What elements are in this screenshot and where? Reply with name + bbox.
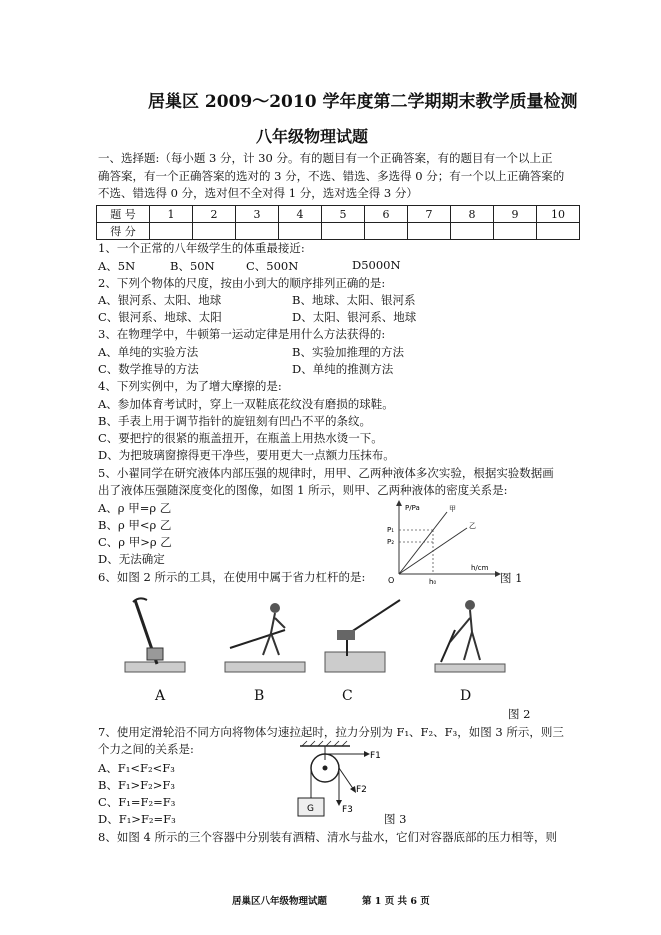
q4-option-c: C、要把拧的很紧的瓶盖扭开，在瓶盖上用热水烫一下。: [98, 431, 383, 445]
q8-stem: 8、如图 4 所示的三个容器中分别装有酒精、清水与盐水，它们对容器底部的压力相等，则: [98, 830, 557, 844]
tool-a-label: A: [155, 688, 166, 704]
figure-2-tools: [115, 590, 535, 690]
row-label-number: 题 号: [97, 206, 150, 223]
score-table: [96, 205, 580, 240]
q7-option-c: C、F₁=F₂=F₃: [98, 795, 176, 809]
q5-stem-line2: 出了液体压强随深度变化的图像，如图 1 所示，则甲、乙两种液体的密度关系是:: [98, 483, 508, 497]
table-row: [97, 206, 580, 223]
q2-option-c: C、银河系、地球、太阳: [98, 310, 222, 324]
footer-page: 第 1 页 共 6 页: [362, 896, 430, 907]
load-label: G: [307, 804, 314, 814]
y-axis-arrow-icon: [396, 500, 402, 506]
score-cell[interactable]: [451, 223, 494, 240]
q3-option-a: A、单纯的实验方法: [98, 345, 199, 359]
q5-option-c: C、ρ 甲>ρ 乙: [98, 535, 172, 549]
q3-option-c: C、数学推导的方法: [98, 362, 199, 376]
score-cell[interactable]: [236, 223, 279, 240]
q7-option-d: D、F₁>F₂=F₃: [98, 812, 176, 826]
table-cell: 7: [408, 206, 451, 223]
section-intro-line3: 不选、错选得 0 分，选对但不全对得 1 分，选对选全得 3 分）: [98, 186, 418, 200]
q1-option-a: A、5N: [98, 259, 136, 273]
table-cell: 10: [537, 206, 580, 223]
score-cell[interactable]: [537, 223, 580, 240]
table-cell: 3: [236, 206, 279, 223]
table-row: [97, 223, 580, 240]
tool-d-label: D: [460, 688, 472, 704]
table-cell: 9: [494, 206, 537, 223]
q3-stem: 3、在物理学中，牛顿第一运动定律是用什么方法获得的:: [98, 327, 386, 341]
figure-3-pulley: [290, 740, 400, 820]
q4-option-d: D、为把玻璃窗擦得更干净些，要用更大一点额力压抹布。: [98, 448, 395, 462]
tool-d-illustration: [435, 600, 505, 672]
q3-option-d: D、单纯的推测方法: [292, 362, 394, 376]
q2-option-b: B、地球、太阳、银河系: [292, 293, 416, 307]
origin-label: O: [388, 576, 395, 585]
q2-option-d: D、太阳、银河系、地球: [292, 310, 417, 324]
row-label-score: 得 分: [97, 223, 150, 240]
x-axis-label: h/cm: [471, 564, 489, 572]
q7-option-a: A、F₁<F₂<F₃: [98, 761, 175, 775]
q5-option-a: A、ρ 甲=ρ 乙: [98, 501, 172, 515]
q7-option-b: B、F₁>F₂>F₃: [98, 778, 175, 792]
p2-label: P₂: [387, 538, 395, 546]
figure-1-label: 图 1: [500, 571, 523, 585]
q2-option-a: A、银河系、太阳、地球: [98, 293, 222, 307]
table-cell: 5: [322, 206, 365, 223]
table-cell: 4: [279, 206, 322, 223]
score-cell[interactable]: [408, 223, 451, 240]
table-cell: 8: [451, 206, 494, 223]
tool-b-illustration: [225, 603, 305, 672]
figure-2-label: 图 2: [508, 707, 531, 721]
table-cell: 2: [193, 206, 236, 223]
score-cell[interactable]: [494, 223, 537, 240]
line-jia-label: 甲: [449, 505, 456, 513]
q1-option-d: D5000N: [352, 258, 401, 272]
page-subtitle: 八年级物理试题: [256, 127, 369, 146]
q5-option-d: D、无法确定: [98, 552, 165, 566]
q1-option-b: B、50N: [170, 259, 215, 273]
q1-option-c: C、500N: [246, 259, 299, 273]
tool-b-label: B: [254, 688, 265, 704]
section-intro-line1: 一、选择题:（每小题 3 分，计 30 分。有的题目有一个正确答案，有的题目有一个以上正: [98, 151, 553, 165]
q4-option-a: A、参加体育考试时，穿上一双鞋底花纹没有磨损的球鞋。: [98, 397, 394, 411]
tool-c-illustration: [325, 600, 400, 672]
line-jia: [399, 512, 447, 574]
rope-f2: [339, 768, 354, 790]
score-cell[interactable]: [322, 223, 365, 240]
q3-option-b: B、实验加推理的方法: [292, 345, 404, 359]
q7-stem-line2: 个力之间的关系是:: [98, 742, 194, 756]
score-cell[interactable]: [193, 223, 236, 240]
q7-stem-line1: 7、使用定滑轮沿不同方向将物体匀速拉起时，拉力分别为 F₁、F₂、F₃，如图 3 所示，则三: [98, 725, 564, 739]
line-yi-label: 乙: [469, 522, 476, 530]
h0-label: h₀: [429, 578, 437, 586]
q2-stem: 2、下列个物体的尺度，按由小到大的顺序排列正确的是:: [98, 276, 386, 290]
q5-option-b: B、ρ 甲<ρ 乙: [98, 518, 172, 532]
figure-1-graph: [385, 498, 505, 588]
footer-left: 居巢区八年级物理试题: [232, 896, 328, 907]
score-cell[interactable]: [150, 223, 193, 240]
p1-label: P₁: [387, 526, 395, 534]
f1-label: F1: [370, 751, 381, 761]
score-cell[interactable]: [279, 223, 322, 240]
page-title: 居巢区 2009～2010 学年度第二学期期末教学质量检测: [148, 92, 578, 112]
pulley-center: [323, 766, 328, 771]
q4-option-b: B、手表上用于调节指针的旋钮刻有凹凸不平的条纹。: [98, 414, 371, 428]
f2-label: F2: [356, 785, 367, 795]
q5-stem-line1: 5、小翟同学在研究液体内部压强的规律时，用甲、乙两种液体多次实验，根据实验数据画: [98, 466, 554, 480]
y-axis-label: P/Pa: [405, 504, 420, 512]
table-cell: 1: [150, 206, 193, 223]
figure-3-label: 图 3: [384, 812, 407, 826]
q4-stem: 4、下列实例中，为了增大摩擦的是:: [98, 379, 282, 393]
tool-c-label: C: [342, 688, 353, 704]
tool-a-illustration: [125, 598, 185, 672]
table-cell: 6: [365, 206, 408, 223]
section-intro-line2: 确答案，有一个正确答案的选对的 3 分，不选、错选、多选得 0 分；有一个以上正确答案的: [98, 169, 565, 183]
q6-stem: 6、如图 2 所示的工具，在使用中属于省力杠杆的是:: [98, 570, 366, 584]
score-cell[interactable]: [365, 223, 408, 240]
q1-stem: 1、一个正常的八年级学生的体重最接近:: [98, 241, 305, 255]
f3-label: F3: [342, 805, 353, 815]
